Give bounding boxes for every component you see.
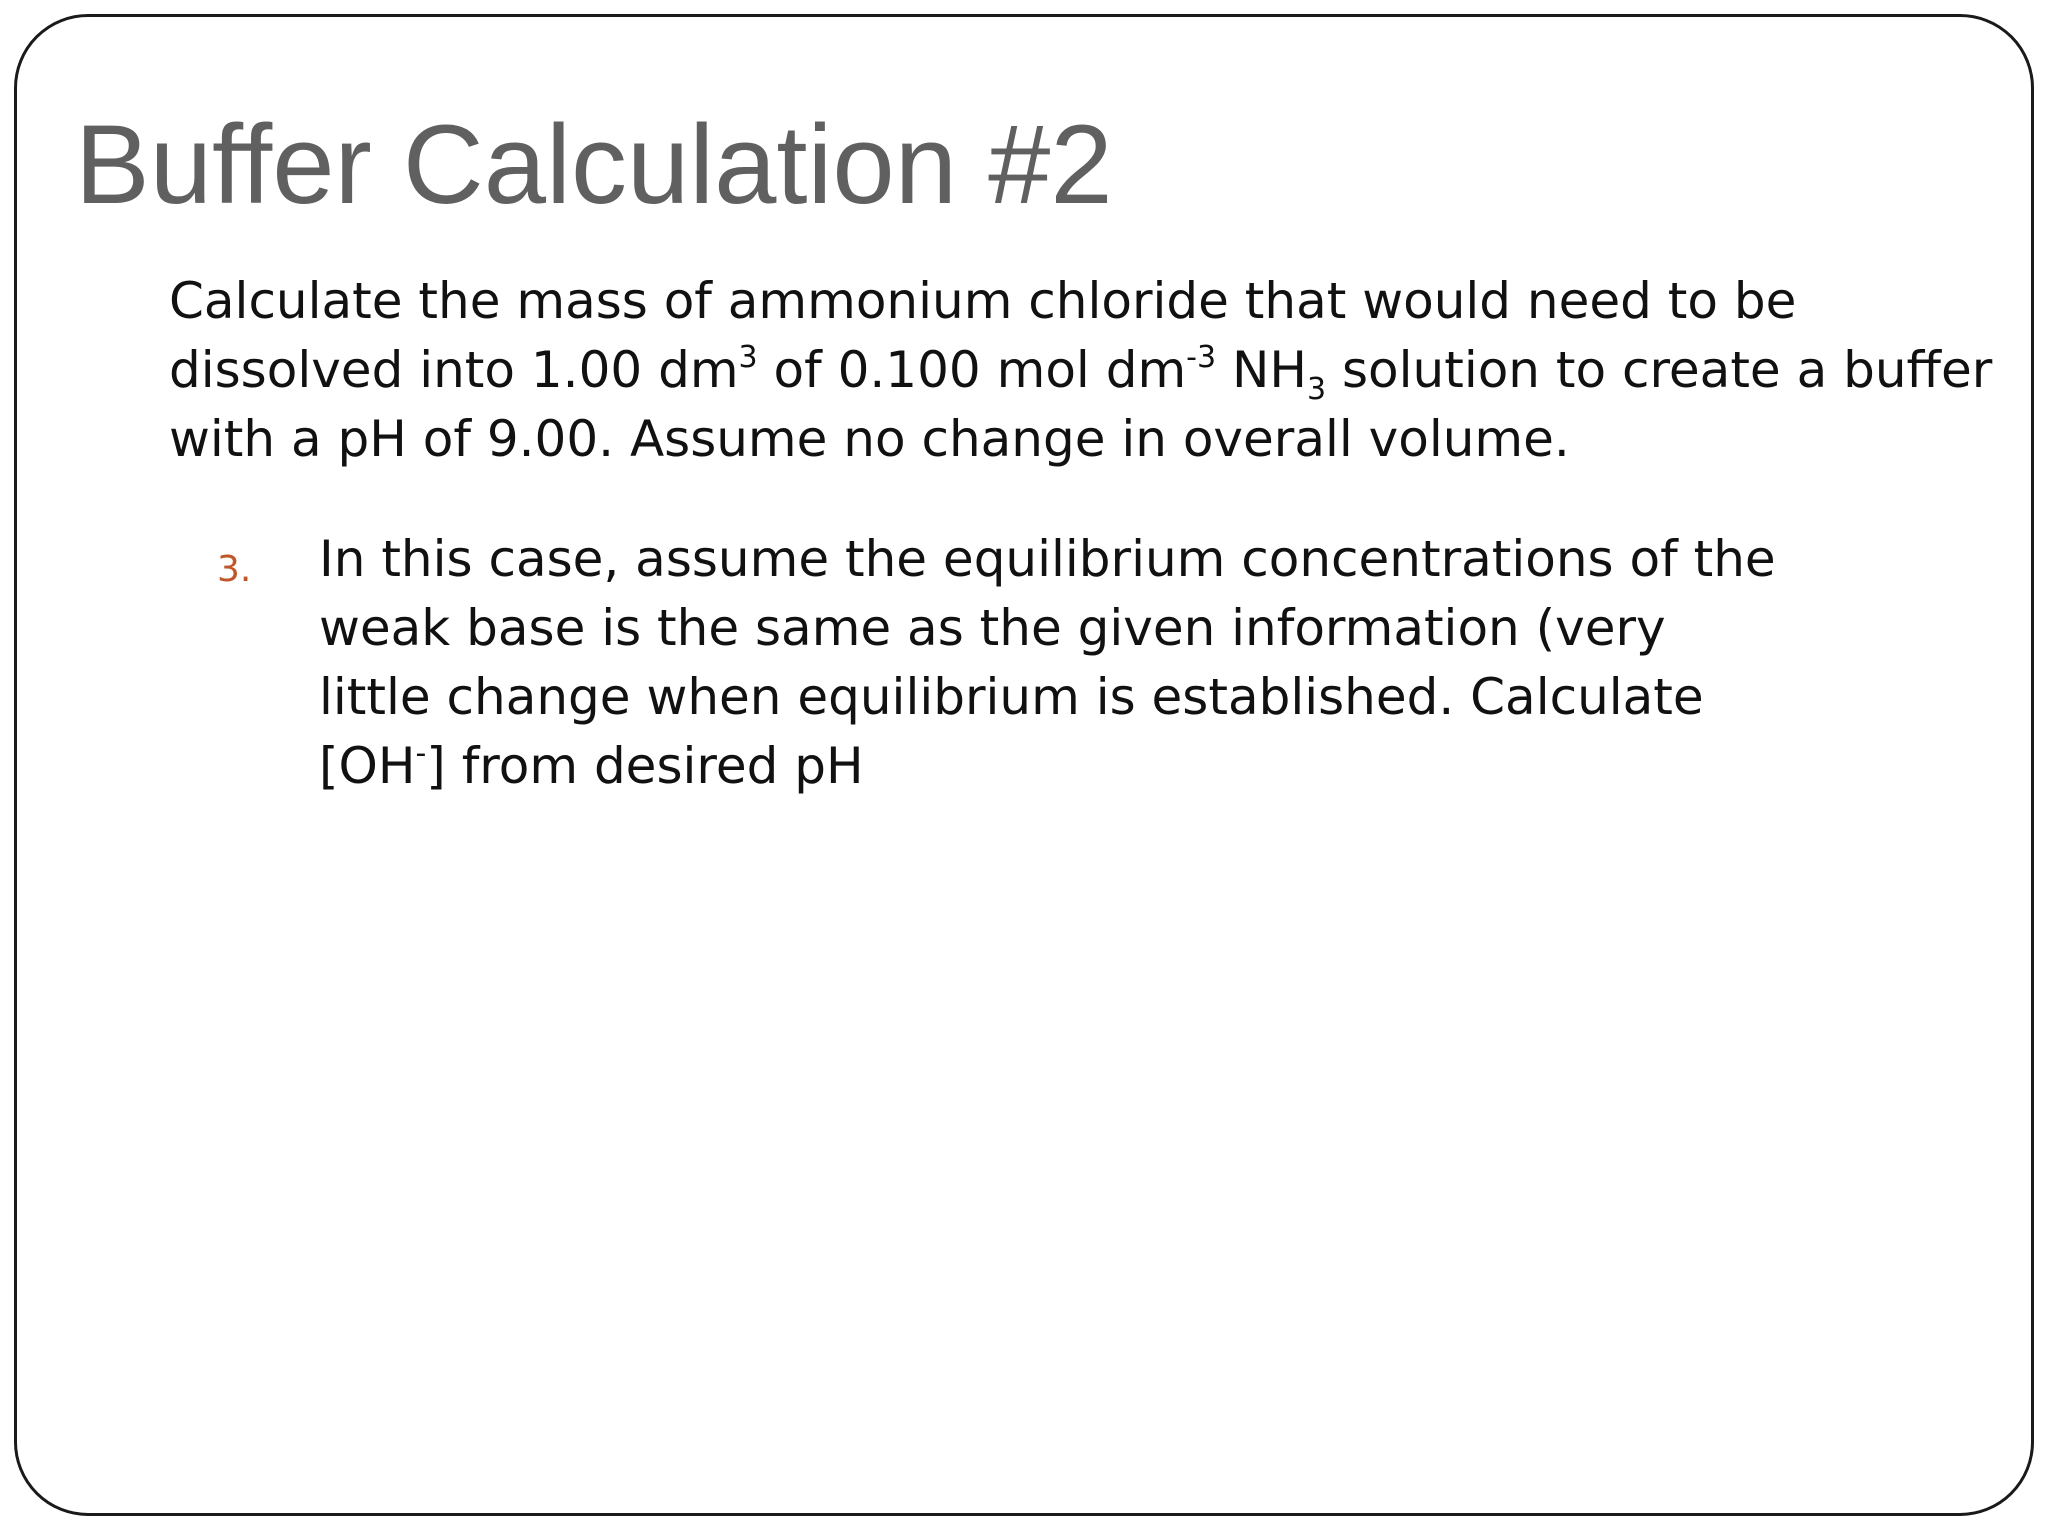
problem-statement: [169, 267, 2019, 474]
slide-title: Buffer Calculation #2: [75, 102, 1113, 227]
problem-text-part-2: of 0.100 mol dm: [757, 341, 1187, 399]
problem-text-part-4: solution to create a buffer with a pH of 9.00. Assume no change in overall volume.: [169, 341, 1993, 468]
slide-frame: [14, 14, 2034, 1516]
list-text-part-1: In this case, assume the equilibrium concentrations of the weak base is the same as the given information (very little change when equilibrium is established. Calculate [OH: [319, 530, 1776, 795]
subscript-three: 3: [1307, 372, 1327, 407]
superscript-cubed: 3: [738, 340, 758, 375]
superscript-minus: -: [415, 736, 427, 771]
list-item-text: [319, 525, 1789, 801]
problem-text-part-3: NH: [1216, 341, 1307, 399]
superscript-minus-three: -3: [1186, 340, 1217, 375]
list-item-number: 3.: [217, 549, 252, 590]
list-text-part-2: ] from desired pH: [426, 737, 864, 795]
problem-text-part-1: Calculate the mass of ammonium chloride that would need to be dissolved into 1.00 dm: [169, 272, 1797, 399]
